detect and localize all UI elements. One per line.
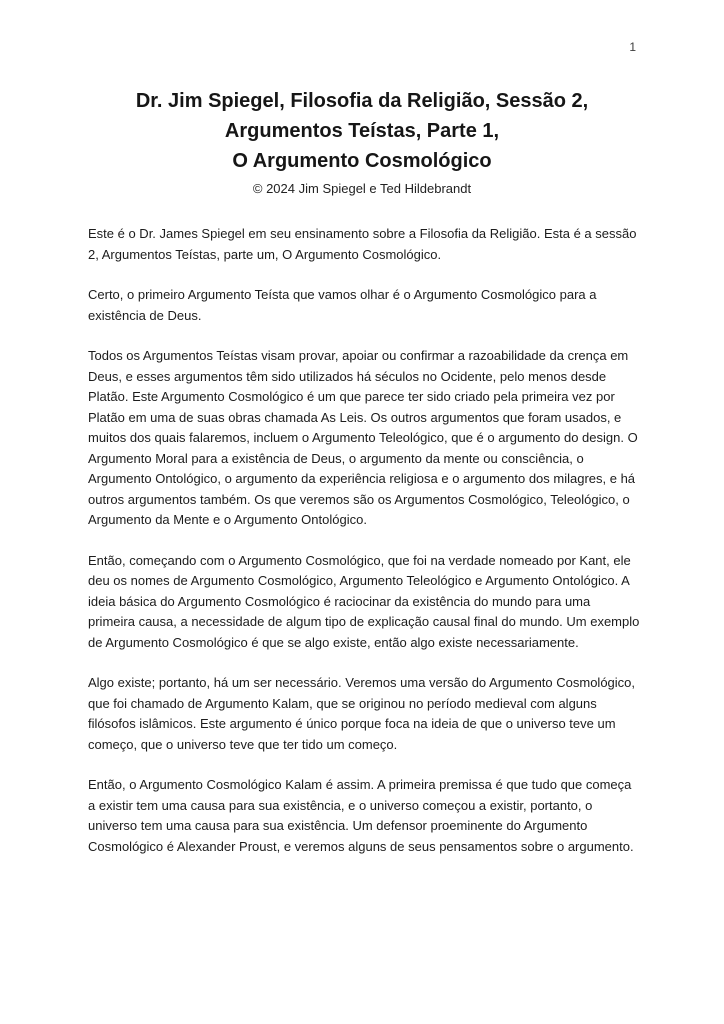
paragraph: Então, começando com o Argumento Cosmológico, que foi na verdade nomeado por Kant, ele deu os nomes de Argumento Cosmológico, Argumento Teleológico e Argumento Ontológico. A ideia básica do Argumento Cosmológico é raciocinar da existência do mundo para uma primeira causa, a necessidade de algum tipo de explicação causal final do mundo. Um exemplo de Argumento Cosmológico é que se algo existe, então algo existe necessariamente.: [88, 552, 640, 650]
paragraph: Algo existe; portanto, há um ser necessário. Veremos uma versão do Argumento Cosmológico, que foi chamado de Argumento Kalam, que se originou no período medieval com alguns filósofos islâmicos. Este argumento é único porque foca na ideia de que o universo teve um começo, que o universo teve que ter tido um começo.: [88, 675, 636, 752]
document-title-line-2: Argumentos Teístas, Parte 1,: [224, 120, 500, 142]
document-title-line-1: Dr. Jim Spiegel, Filosofia da Religião, Sessão 2,: [135, 90, 589, 112]
document-title-line-3: O Argumento Cosmológico: [232, 150, 492, 172]
document-body: [88, 224, 640, 857]
copyright-notice: © 2024 Jim Spiegel e Ted Hildebrandt: [252, 181, 472, 196]
paragraph: Então, o Argumento Cosmológico Kalam é assim. A primeira premissa é que tudo que começa a existir tem uma causa para sua existência, e o universo começou a existir, portanto, o universo tem uma causa para sua existência. Um defensor proeminente do Argumento Cosmológico é Alexander Proust, e veremos alguns de seus pensamentos sobre o argumento.: [88, 777, 634, 854]
page-number: 1: [629, 40, 636, 54]
paragraph: Certo, o primeiro Argumento Teísta que vamos olhar é o Argumento Cosmológico para a existência de Deus.: [88, 287, 597, 323]
document-header: [0, 0, 724, 198]
paragraph: Este é o Dr. James Spiegel em seu ensinamento sobre a Filosofia da Religião. Esta é a sessão 2, Argumentos Teístas, parte um, O Argumento Cosmológico.: [88, 226, 637, 262]
paragraph: Todos os Argumentos Teístas visam provar, apoiar ou confirmar a razoabilidade da crença em Deus, e esses argumentos têm sido utilizados há séculos no Ocidente, pelo menos desde Platão. Este Argumento Cosmológico é um que parece ter sido criado pela primeira vez por Platão em uma de suas obras chamada As Leis. Os outros argumentos que foram usados, e muitos dos quais falaremos, incluem o Argumento Teleológico, que é o argumento do design. O Argumento Moral para a existência de Deus, o argumento da mente ou consciência, o Argumento Ontológico, o argumento da experiência religiosa e o argumento dos milagres, e há outros argumentos também. Os que veremos são os Argumentos Cosmológico, Teleológico, o Argumento da Mente e o Argumento Ontológico.: [88, 348, 638, 527]
